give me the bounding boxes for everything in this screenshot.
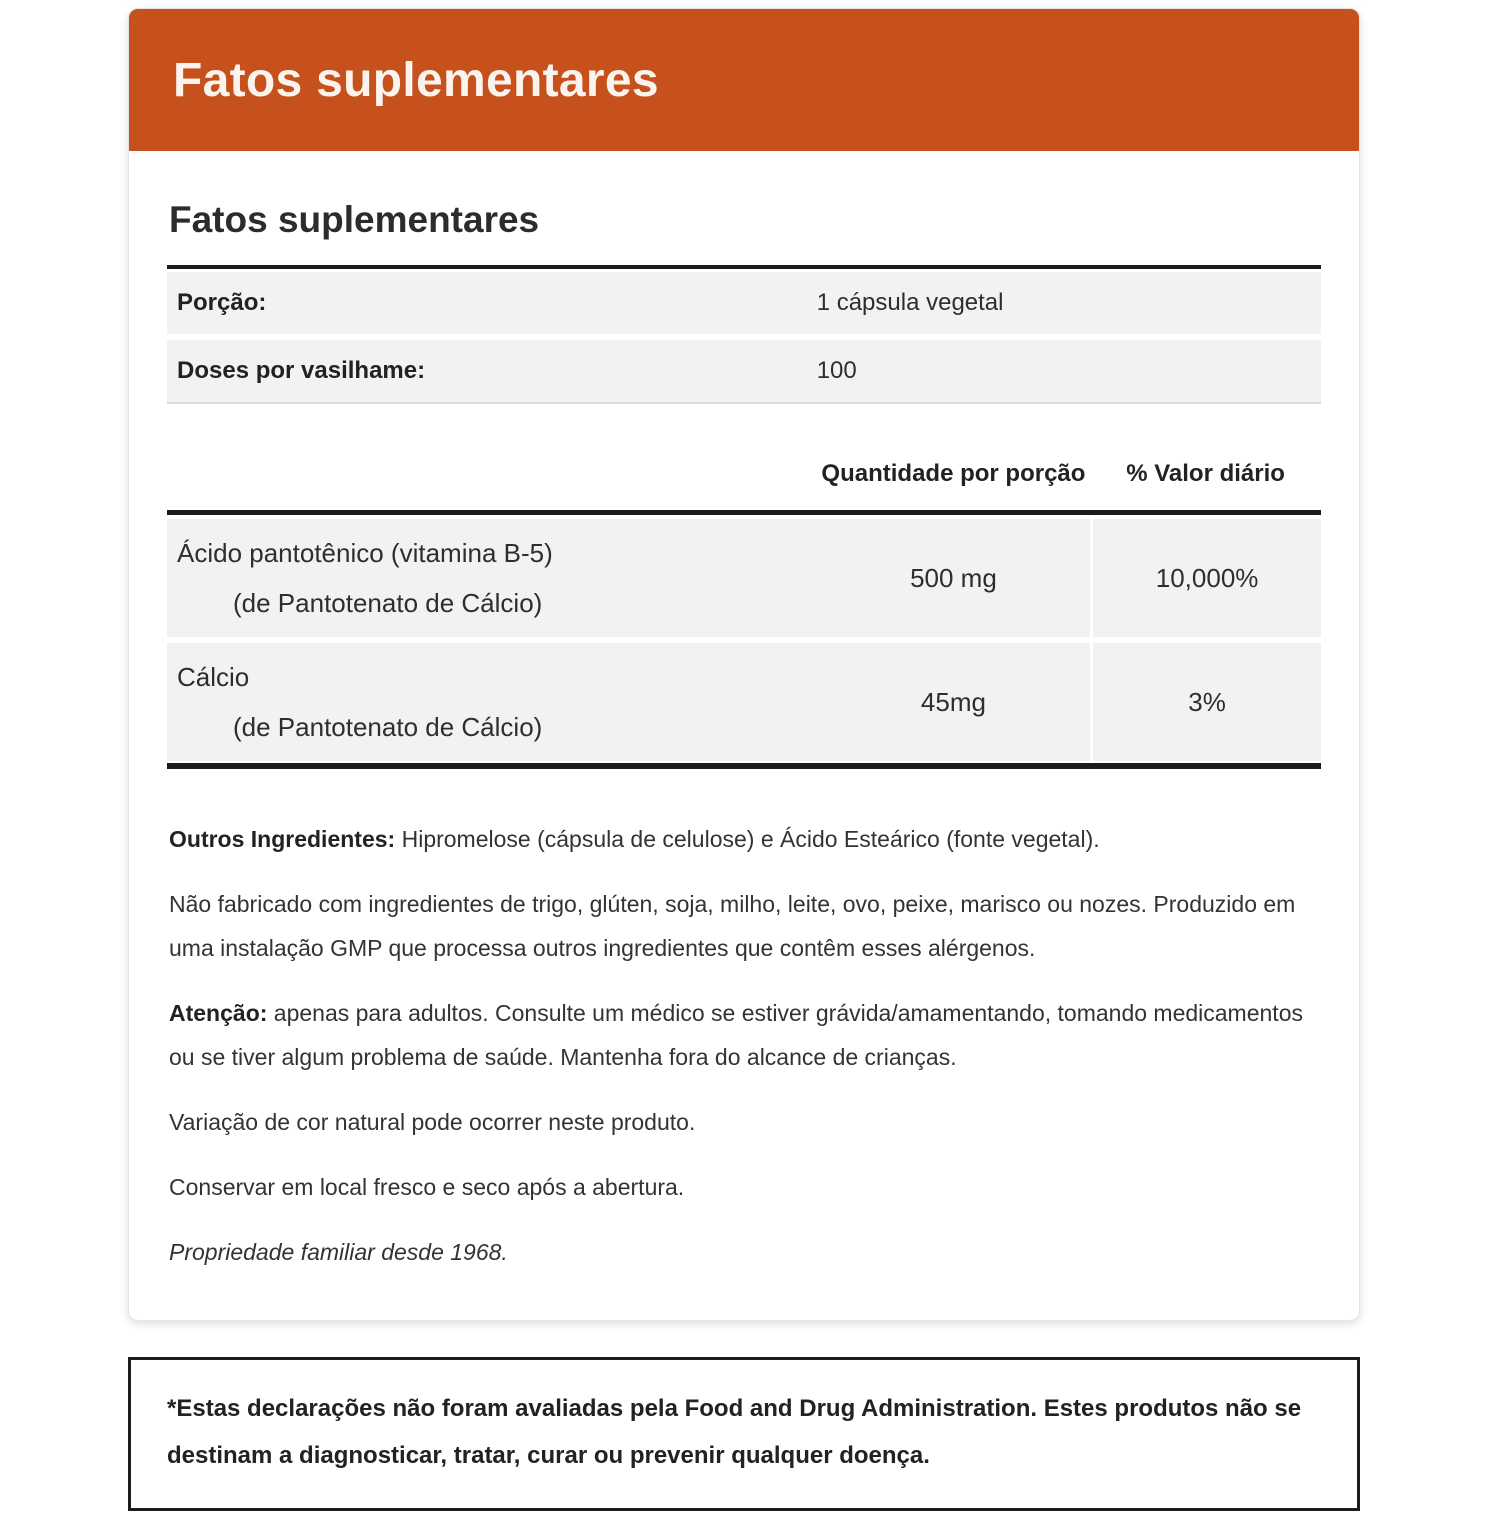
card-body bbox=[129, 151, 1359, 1320]
servings-per-container-value: 100 bbox=[816, 357, 857, 384]
serving-size-value: 1 cápsula vegetal bbox=[816, 289, 1004, 316]
fda-disclaimer-box bbox=[128, 1357, 1360, 1511]
family-owned-paragraph: Propriedade familiar desde 1968. bbox=[169, 1239, 508, 1265]
nutrient-name-line: Cálcio bbox=[177, 662, 250, 692]
nutrient-table-top-rule bbox=[167, 510, 1321, 515]
nutrient-column-headers bbox=[167, 452, 1321, 496]
nutrient-daily-value: 3% bbox=[1090, 643, 1321, 761]
nutrient-name bbox=[167, 519, 817, 637]
caution-label: Atenção: bbox=[169, 1000, 268, 1026]
section-heading: Fatos suplementares bbox=[169, 199, 540, 240]
servings-per-container-row bbox=[167, 340, 1321, 402]
supplement-facts-card bbox=[128, 8, 1360, 1321]
serving-size-label: Porção: bbox=[177, 289, 267, 316]
serving-info-table bbox=[167, 272, 1321, 404]
nutrient-table bbox=[167, 519, 1321, 761]
nutrient-amount: 500 mg bbox=[910, 562, 997, 593]
table-row bbox=[167, 519, 1321, 637]
nutrient-name bbox=[167, 643, 817, 761]
other-ingredients-label: Outros Ingredientes: bbox=[169, 826, 396, 852]
allergen-paragraph: Não fabricado com ingredientes de trigo, glúten, soja, milho, leite, ovo, peixe, marisco ou nozes. Produzido em uma instalação GMP que processa outros ingredientes que contêm esses alérgenos. bbox=[169, 891, 1296, 961]
table-row bbox=[167, 643, 1321, 761]
other-ingredients-paragraph bbox=[169, 817, 1321, 861]
fda-disclaimer-text: *Estas declarações não foram avaliadas pela Food and Drug Administration. Estes produtos não se destinam a diagnosticar, tratar, curar ou prevenir qualquer doença. bbox=[167, 1395, 1302, 1469]
servings-per-container-label: Doses por vasilhame: bbox=[177, 357, 426, 384]
banner-title: Fatos suplementares bbox=[173, 53, 659, 107]
serving-size-row bbox=[167, 272, 1321, 334]
nutrient-amount: 45mg bbox=[920, 686, 986, 717]
card-header-banner bbox=[129, 9, 1359, 151]
nutrient-table-bottom-rule bbox=[167, 763, 1321, 769]
page bbox=[0, 8, 1492, 1511]
nutrient-name-line: Ácido pantotênico (vitamina B-5) bbox=[177, 538, 553, 568]
serving-table-top-rule bbox=[167, 265, 1321, 269]
nutrient-daily-value: 10,000% bbox=[1090, 519, 1321, 637]
amount-per-serving-column-header: Quantidade por porção bbox=[821, 460, 1086, 487]
other-ingredients-text: Hipromelose (cápsula de celulose) e Ácido Esteárico (fonte vegetal). bbox=[395, 826, 1100, 852]
daily-value-column-header: % Valor diário bbox=[1126, 460, 1285, 487]
nutrient-source-line: (de Pantotenato de Cálcio) bbox=[233, 588, 543, 618]
caution-paragraph bbox=[169, 991, 1321, 1079]
nutrient-source-line: (de Pantotenato de Cálcio) bbox=[233, 712, 543, 742]
storage-paragraph: Conservar em local fresco e seco após a abertura. bbox=[169, 1174, 685, 1200]
color-variation-paragraph: Variação de cor natural pode ocorrer neste produto. bbox=[169, 1109, 696, 1135]
caution-text: apenas para adultos. Consulte um médico se estiver grávida/amamentando, tomando medicamentos ou se tiver algum problema de saúde. Mantenha fora do alcance de crianças. bbox=[169, 1000, 1303, 1070]
